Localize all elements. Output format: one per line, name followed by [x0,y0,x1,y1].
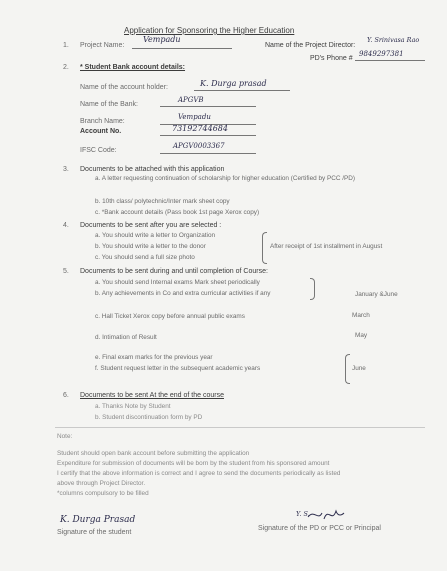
section5-item-b: b. Any achievements in Co and extra curricular activities if any [95,290,271,297]
section5-item-d: d. Intimation of Result [95,334,157,341]
project-num: 1. [63,42,69,49]
section4-item-c: c. You should send a full size photo [95,254,195,261]
note-line-4: above through Project Director. [57,480,146,487]
section3-item-a: a. A letter requesting continuation of scholarship for higher education (Certified by PCC /PD) [95,175,356,182]
pd-phone-label: PD's Phone # [310,55,353,62]
section5-num: 5. [63,268,69,275]
ifsc-line [160,153,256,154]
bank-name-value: APGVB [178,96,204,104]
holder-value: K. Durga prasad [200,79,267,88]
section5-ab-when: January &June [355,291,398,298]
note-separator [55,427,425,428]
section5-heading: Documents to be sent during and until completion of Course: [80,268,268,275]
section5-item-f: f. Student request letter in the subsequent academic years [95,365,261,372]
section4-num: 4. [63,222,69,229]
note-label: Note: [57,433,73,440]
section4-brace [262,232,267,264]
account-value: 73192744684 [172,124,228,133]
pd-phone-line [355,60,425,61]
section3-heading: Documents to be attached with this application [80,166,225,173]
bank-num: 2. [63,64,69,71]
section5-ef-when: June [352,365,366,372]
pd-signature: Y. S. [296,510,310,518]
section5-d-when: May [355,332,368,339]
form-title: Application for Sponsoring the Higher Education [124,26,295,35]
holder-label: Name of the account holder: [80,84,168,91]
section4-note: After receipt of 1st installment in August [270,243,383,250]
section6-item-a: a. Thanks Note by Student [95,403,171,410]
project-director-value: Y. Srinivasa Rao [367,36,420,44]
note-line-3: I certify that the above information is correct and I agree to send the documents periodically as listed [57,470,341,477]
pd-signature-label: Signature of the PD or PCC or Principal [258,525,381,532]
note-line-5: *columns compulsory to be filled [57,490,149,497]
note-line-2: Expenditure for submission of documents will be born by the student from his sponsored amount [57,460,330,467]
pd-phone-value: 9849297381 [359,50,404,58]
section3-item-b: b. 10th class/ polytechnic/Inter mark sheet copy [95,198,230,205]
student-signature-label: Signature of the student [57,529,132,536]
section3-num: 3. [63,166,69,173]
bank-name-label: Name of the Bank: [80,101,138,108]
student-signature: K. Durga Prasad [60,515,136,525]
branch-value: Vempadu [178,113,211,121]
project-director-label: Name of the Project Director: [265,42,356,49]
holder-line [194,90,290,91]
section5-c-when: March [352,312,370,319]
section4-item-a: a. You should write a letter to Organization [95,232,216,239]
branch-label: Branch Name: [80,118,125,125]
bank-heading: * Student Bank account details: [80,64,186,71]
section6-num: 6. [63,392,69,399]
pd-signature-scribble [306,505,346,525]
section6-heading: Documents to be sent At the end of the course [80,392,224,399]
ifsc-label: IFSC Code: [80,147,117,154]
ifsc-value: APGV0003367 [173,142,225,150]
section5-item-e: e. Final exam marks for the previous year [95,354,213,361]
section5-item-a: a. You should send Internal exams Mark sheet periodically [95,279,260,286]
project-name-value: Vempadu [143,35,181,44]
bank-name-line [160,106,256,107]
project-name-line [132,48,232,49]
note-line-1: Student should open bank account before submitting the application [57,450,250,457]
section6-item-b: b. Student discontinuation form by PD [95,414,203,421]
section5-item-c: c. Hall Ticket Xerox copy before annual public exams [95,313,245,320]
account-label: Account No. [80,128,122,135]
section5-ef-brace [345,354,350,384]
section4-item-b: b. You should write a letter to the donor [95,243,206,250]
section3-item-c: c. *Bank account details (Pass book 1st page Xerox copy) [95,209,260,216]
account-line [160,135,256,136]
section4-heading: Documents to be sent after you are selected : [80,222,222,229]
section5-ab-brace [310,278,315,300]
project-name-label: Project Name: [80,42,125,49]
